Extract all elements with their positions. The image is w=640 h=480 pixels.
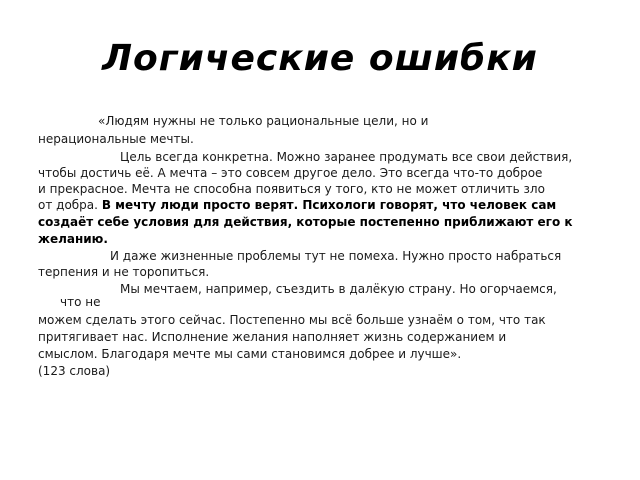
text-line: Мы мечтаем, например, съездить в далёкую страну. Но огорчаемся, <box>120 282 557 296</box>
word-count: (123 слова) <box>38 364 111 378</box>
page-title: Логические ошибки <box>102 38 538 79</box>
text-line: можем сделать этого сейчас. Постепенно мы всё больше узнаём о том, что так <box>38 313 546 327</box>
bold-text-line: желанию. <box>38 232 108 246</box>
text-line: нерациональные мечты. <box>38 132 194 146</box>
text-line: смыслом. Благодаря мечте мы сами становимся добрее и лучше». <box>38 347 462 361</box>
text-line: и прекрасное. Мечта не способна появиться у того, кто не может отличить зло <box>38 182 545 196</box>
text-line: Цель всегда конкретна. Можно заранее продумать все свои действия, <box>120 150 573 164</box>
text-fragment: от добра. <box>38 198 98 212</box>
text-line: чтобы достичь её. А мечта – это совсем другое дело. Это всегда что-то доброе <box>38 166 543 180</box>
bold-text-line: создаёт себе условия для действия, которые постепенно приближают его к <box>38 215 573 229</box>
text-line: «Людям нужны не только рациональные цели, но и <box>98 114 429 128</box>
bold-text-fragment: В мечту люди просто верят. Психологи говорят, что человек сам <box>101 198 557 212</box>
text-line: терпения и не торопиться. <box>38 265 210 279</box>
text-line: И даже жизненные проблемы тут не помеха. Нужно просто набраться <box>110 249 562 263</box>
text-line: что не <box>60 295 101 309</box>
text-line: притягивает нас. Исполнение желания наполняет жизнь содержанием и <box>38 330 507 344</box>
text-line <box>38 196 556 214</box>
